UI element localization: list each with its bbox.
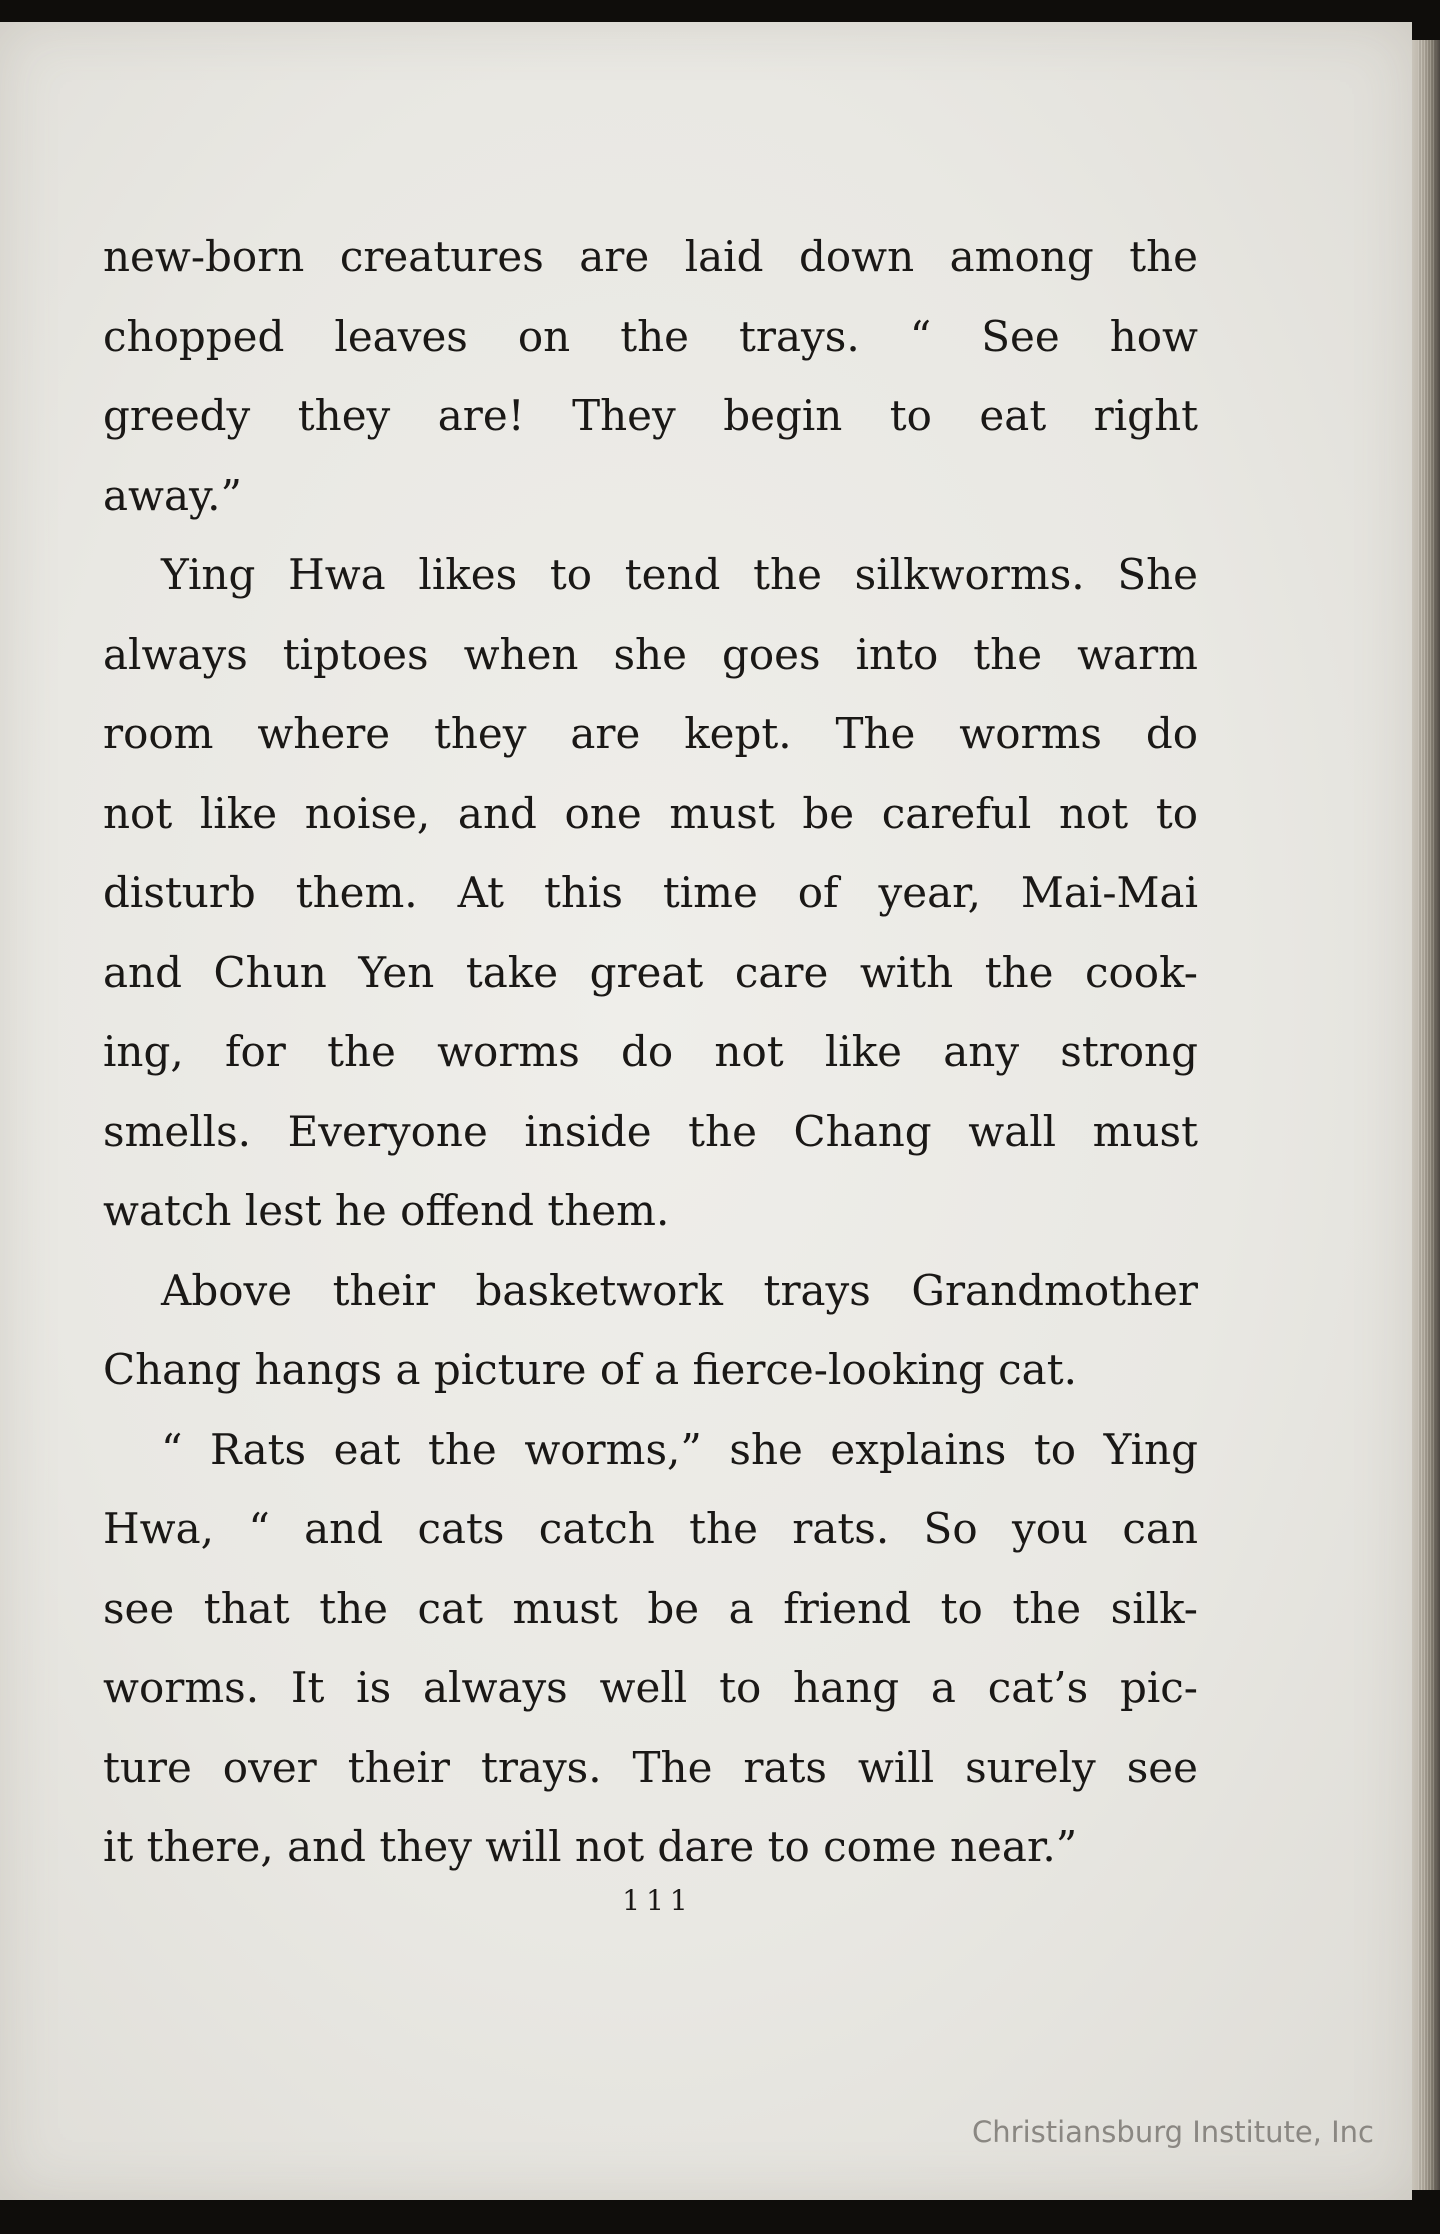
text-line: see that the cat must be a friend to the silk-	[103, 1583, 1198, 1633]
text-line: Ying Hwa likes to tend the silkworms. She	[161, 550, 1198, 599]
text-line: watch lest he offend them.	[103, 1186, 670, 1235]
text-line: it there, and they will not dare to come near.”	[103, 1822, 1078, 1871]
text-line: chopped leaves on the trays. “ See how	[103, 311, 1198, 361]
page-edge-texture	[1418, 40, 1436, 2190]
text-line: Chang hangs a picture of a fierce-looking cat.	[103, 1345, 1077, 1394]
text-line: always tiptoes when she goes into the warm	[103, 629, 1198, 679]
text-line: room where they are kept. The worms do	[103, 709, 1198, 758]
text-line: disturb them. At this time of year, Mai-Mai	[103, 868, 1198, 917]
text-line: Above their basketwork trays Grandmother	[161, 1265, 1198, 1315]
text-line: new-born creatures are laid down among the	[103, 232, 1198, 281]
watermark: Christiansburg Institute, Inc	[972, 2115, 1374, 2149]
page-number: 111	[622, 1884, 694, 1917]
body-text	[103, 217, 1198, 1887]
text-line: Hwa, “ and cats catch the rats. So you can	[103, 1504, 1198, 1553]
text-line: away.”	[103, 470, 243, 520]
text-line: ture over their trays. The rats will surely see	[103, 1742, 1198, 1792]
text-line: greedy they are! They begin to eat right	[103, 391, 1198, 440]
text-line: worms. It is always well to hang a cat’s pic-	[103, 1663, 1198, 1712]
text-line: smells. Everyone inside the Chang wall must	[103, 1106, 1198, 1156]
text-line: “ Rats eat the worms,” she explains to Ying	[161, 1424, 1198, 1474]
paper-page	[0, 22, 1412, 2200]
text-line: not like noise, and one must be careful not to	[103, 788, 1198, 838]
text-line: and Chun Yen take great care with the cook-	[103, 947, 1198, 997]
text-line: ing, for the worms do not like any strong	[103, 1027, 1198, 1076]
